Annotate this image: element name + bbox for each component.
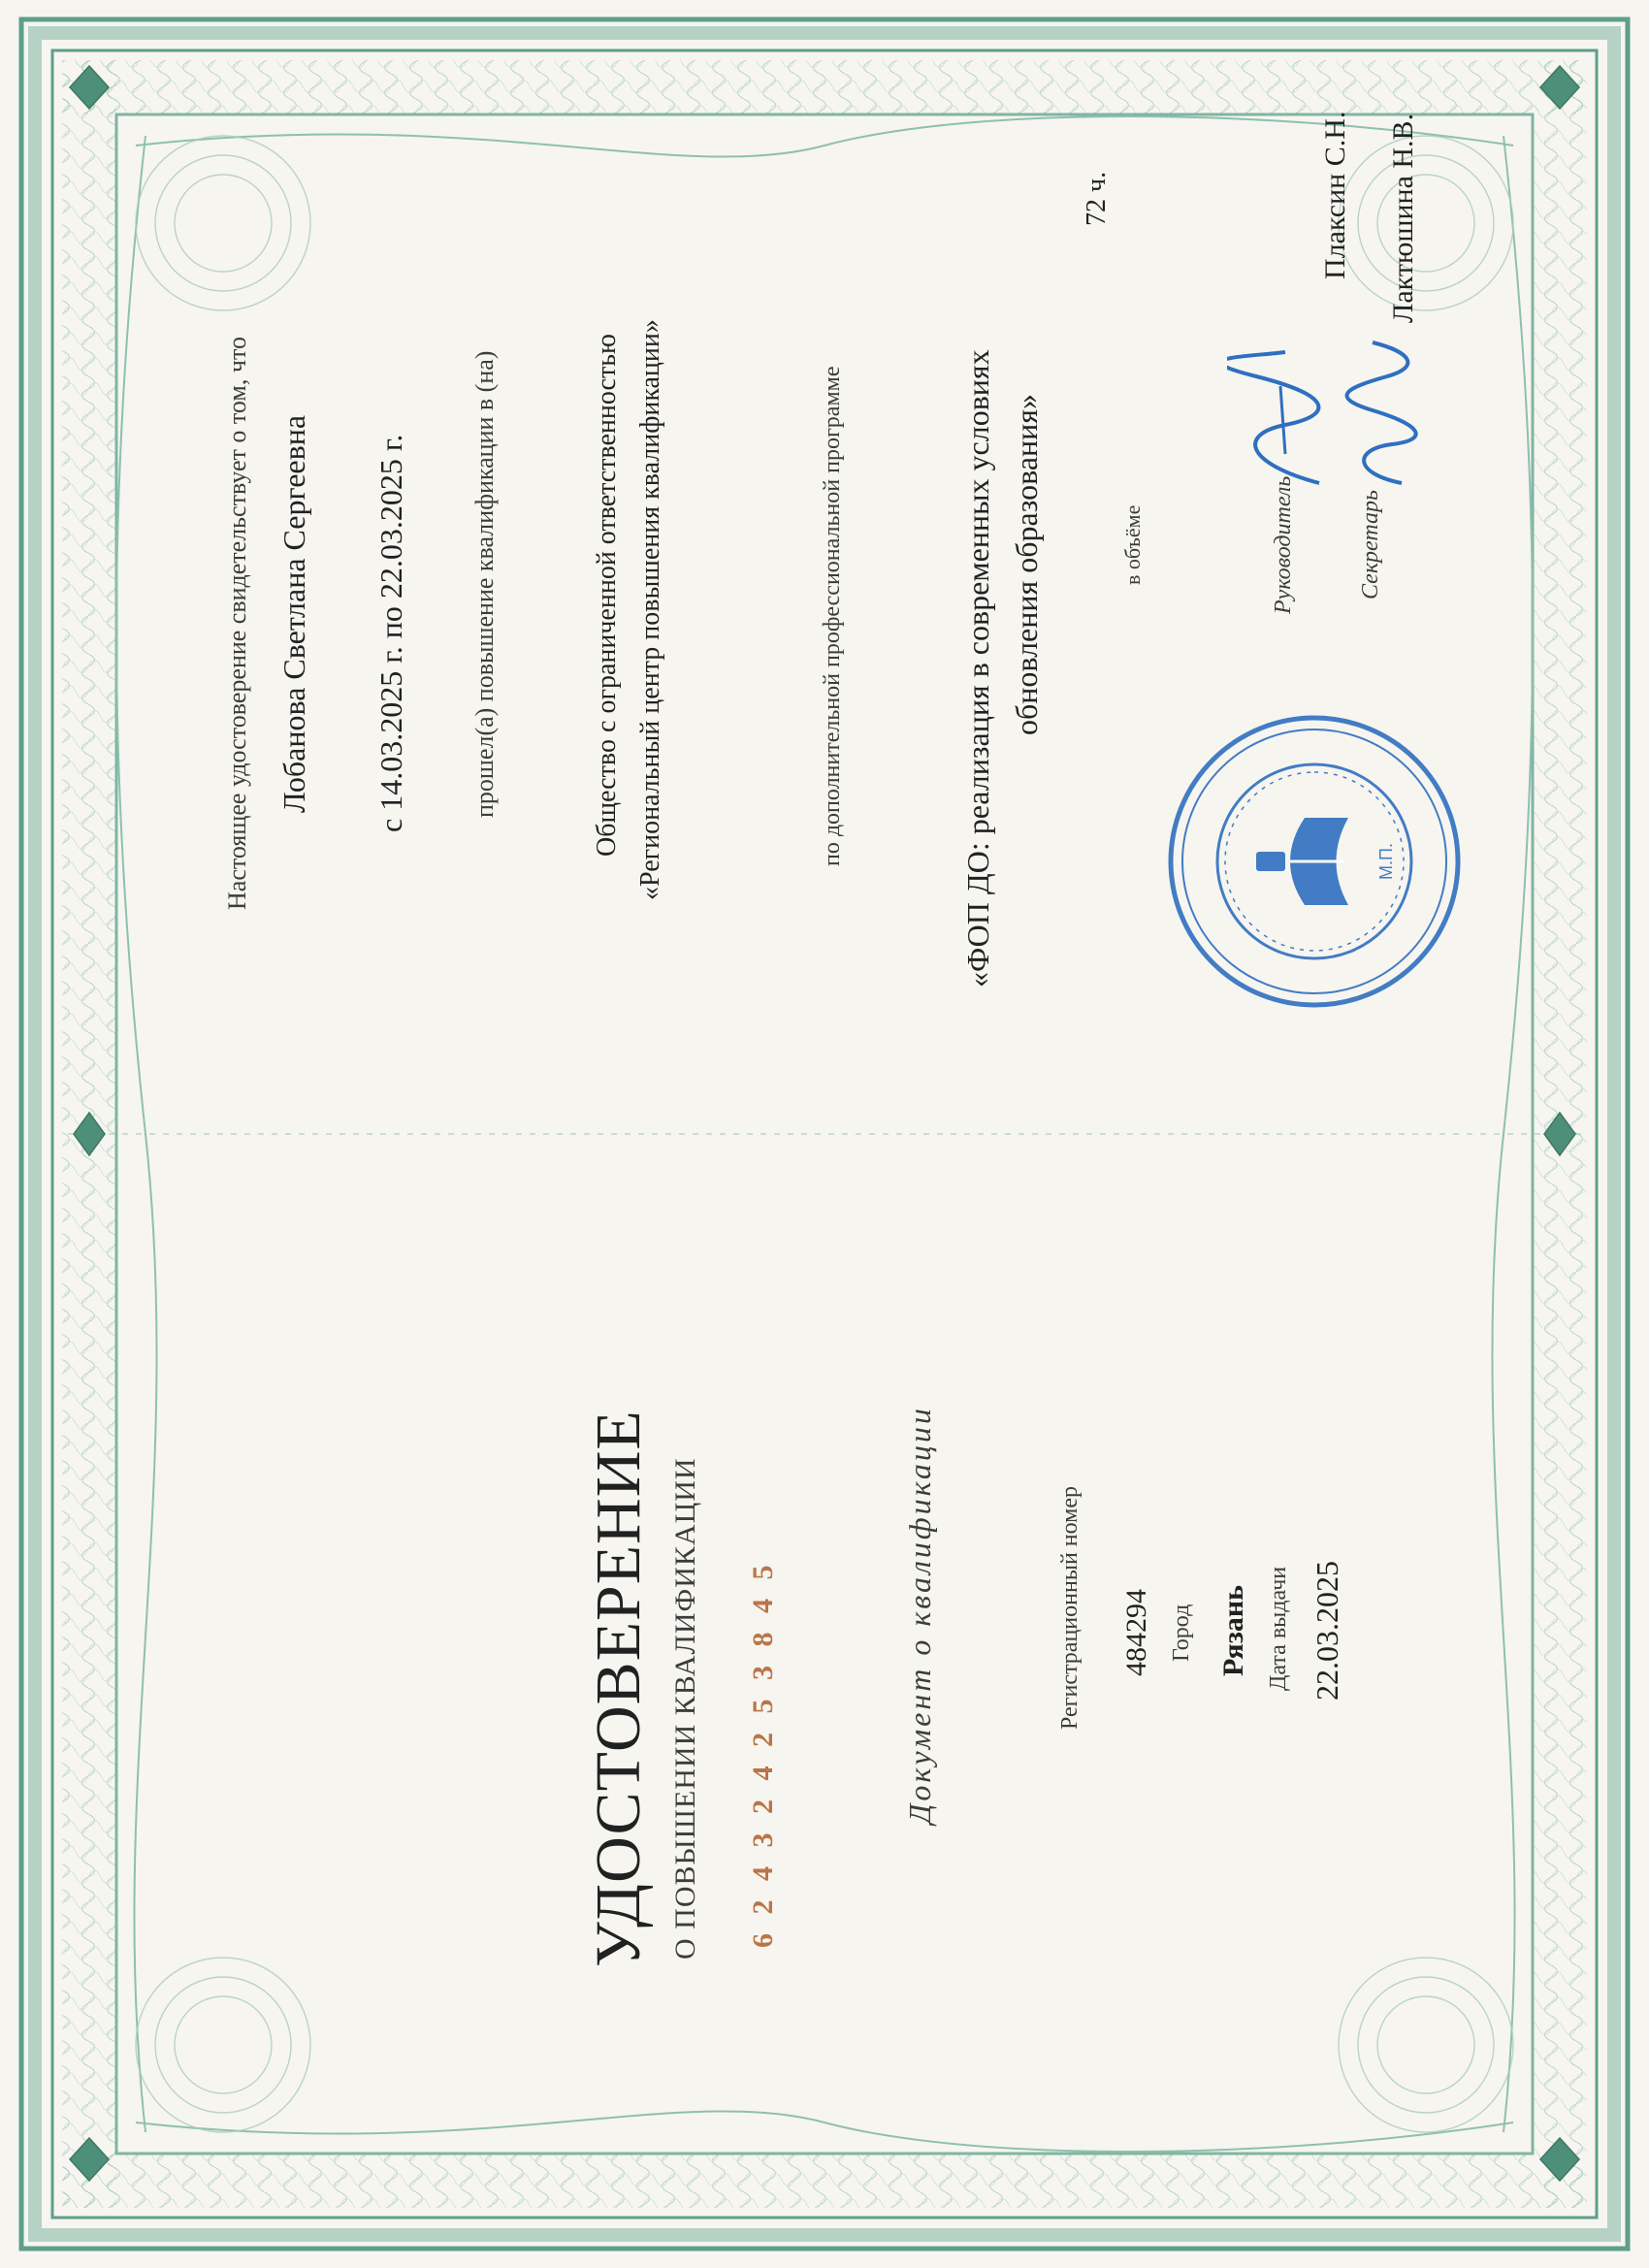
head-signature-icon	[1227, 347, 1343, 493]
organization-line1: Обществo с ограниченной ответственностью	[592, 334, 622, 857]
document-subtitle: О ПОВЫШЕНИИ КВАЛИФИКАЦИИ	[669, 1457, 701, 1960]
document-type: Документ о квалификации	[902, 1406, 937, 1824]
secretary-signature-icon	[1334, 338, 1440, 493]
program-line1: «ФОП ДО: реализация в современных условиях	[960, 349, 995, 988]
holder-name: Лобанова Светлана Сергеевна	[276, 414, 311, 813]
organization-line2: «Региональный центр повышения квалификации»	[635, 319, 665, 900]
document-title: УДОСТОВЕРЕНИЕ	[583, 1409, 654, 1967]
signature-name-head: Плаксин С.Н.	[1319, 111, 1351, 279]
issue-date-label: Дата выдачи	[1266, 1566, 1291, 1691]
registration-label: Регистрационный номер	[1057, 1485, 1083, 1730]
stamp-mp-label: М.П.	[1376, 843, 1396, 880]
intro-text: Настоящее удостоверение свидетельствует о том, что	[223, 337, 251, 910]
program-intro: по дополнительной профессиональной программе	[820, 366, 845, 866]
serial-number: 6 2 4 3 2 4 2 5 3 8 4 5	[747, 1559, 779, 1948]
signature-role-secretary: Секретарь	[1358, 490, 1383, 599]
volume-value: 72 ч.	[1082, 171, 1112, 226]
registration-value: 484294	[1120, 1589, 1152, 1676]
signature-name-secretary: Лактюшина Н.В.	[1387, 113, 1419, 323]
study-period: с 14.03.2025 г. по 22.03.2025 г.	[373, 434, 408, 832]
program-line2: обновления образования»	[1009, 393, 1044, 735]
signature-role-head: Руководитель	[1271, 475, 1296, 614]
city-value: Рязань	[1217, 1585, 1249, 1676]
organization-stamp	[1159, 706, 1470, 1017]
volume-label: в объёме	[1120, 504, 1145, 585]
issue-date-value: 22.03.2025	[1310, 1561, 1344, 1701]
city-label: Город	[1169, 1604, 1194, 1662]
passed-text: прошел(а) повышение квалификации в (на)	[470, 350, 499, 818]
